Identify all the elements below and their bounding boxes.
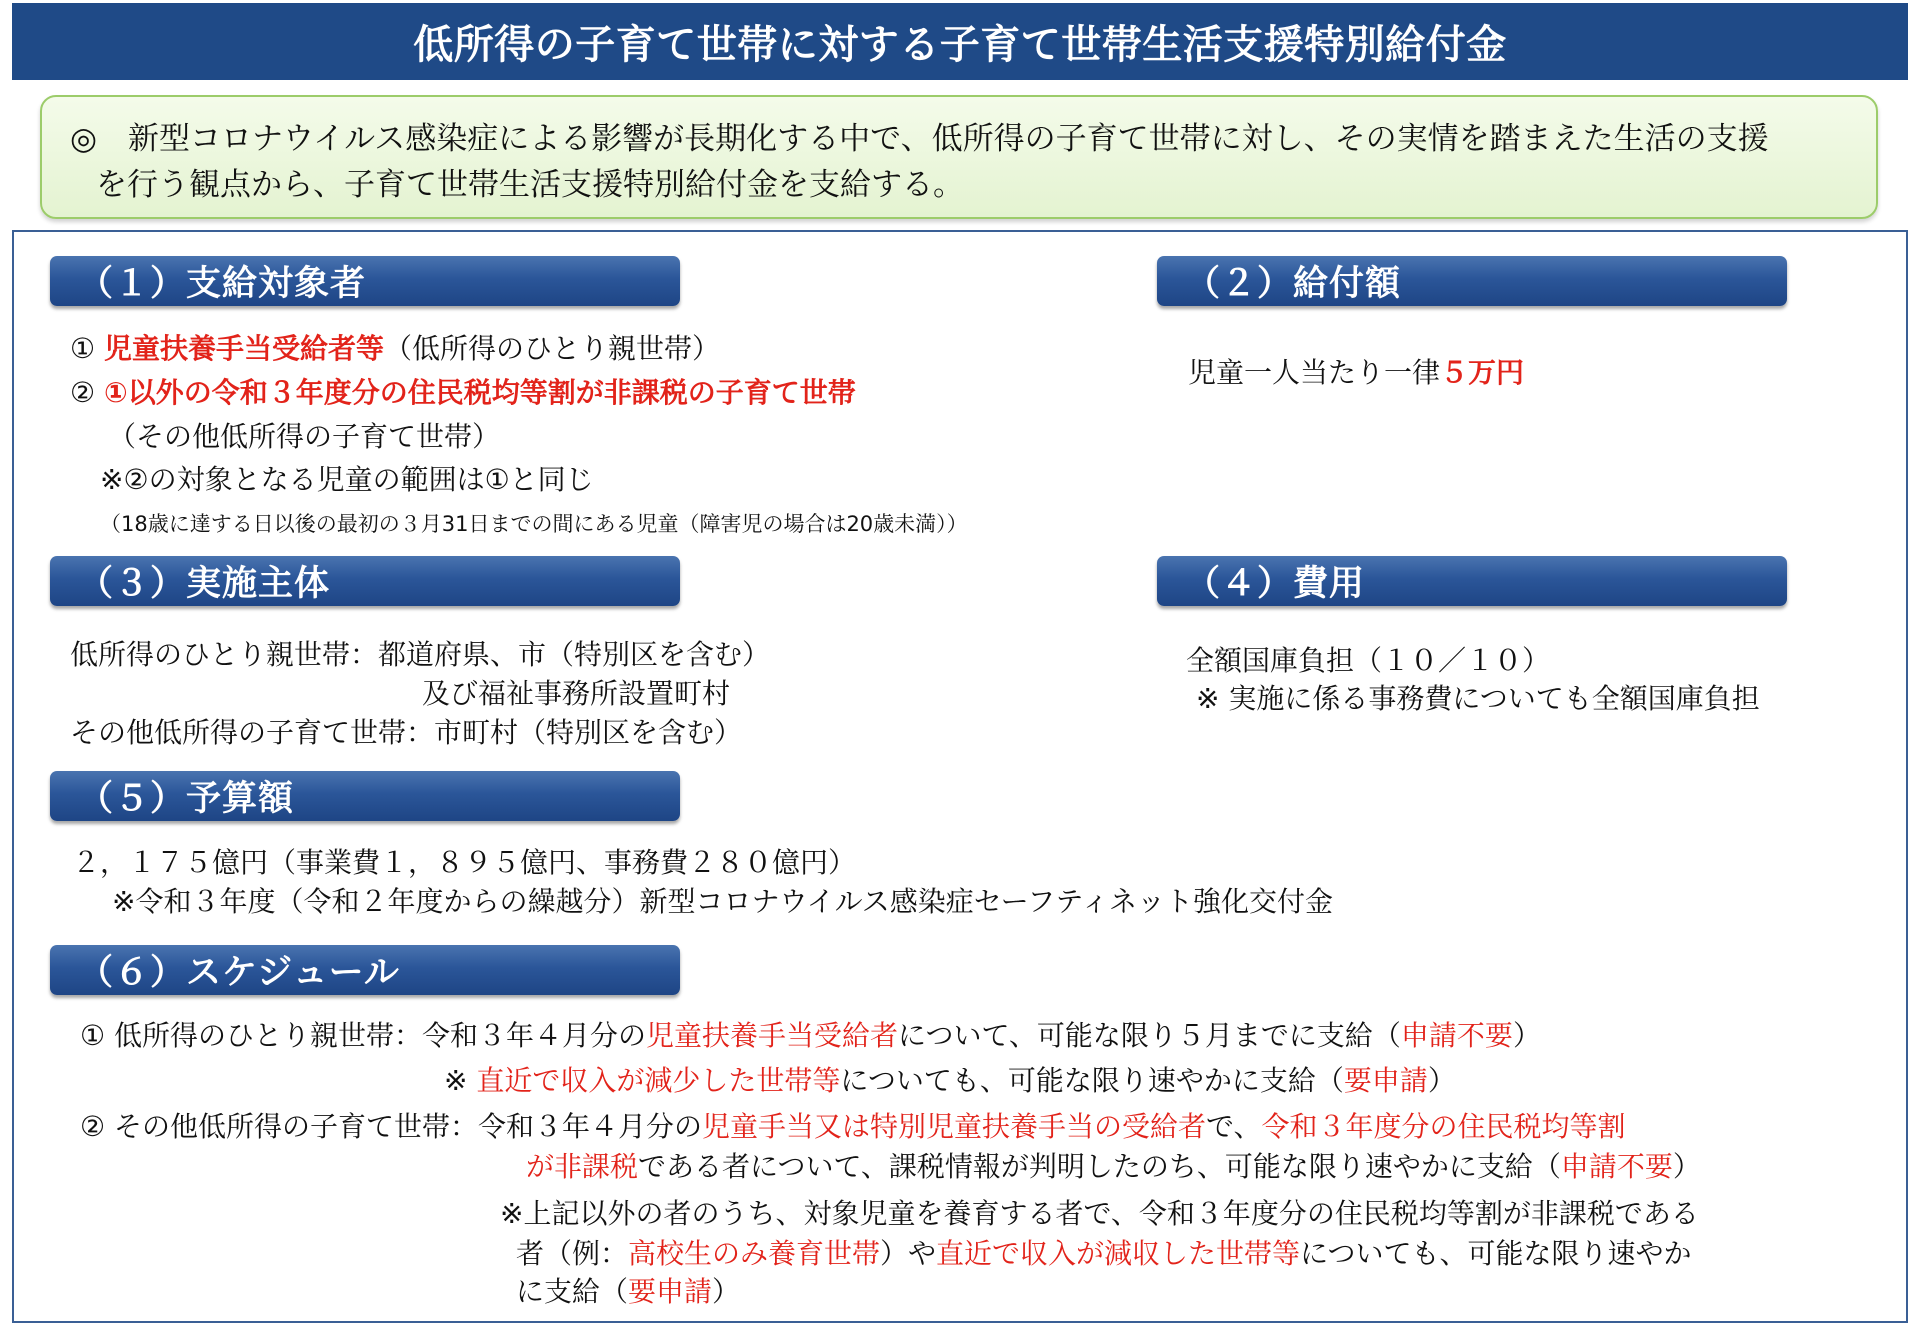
- s1-item-1-highlight: 児童扶養手当受給者等: [104, 332, 385, 365]
- s2-text-label: 児童一人当たり一律: [1188, 356, 1441, 389]
- s6-d3: 申請不要: [1560, 1150, 1673, 1183]
- section-1-title: （１）支給対象者: [78, 264, 367, 304]
- s4-line-2: ※ 実施に係る事務費についても全額国庫負担: [1196, 682, 1760, 715]
- s3-line-2: 及び福祉事務所設置町村: [422, 677, 731, 710]
- s6-f5: についても、可能な限り速やか: [1300, 1237, 1692, 1270]
- s6-f1: 者（例：: [516, 1237, 629, 1270]
- section-2-title: （２）給付額: [1185, 264, 1402, 304]
- s2-amount: ５万円: [1440, 356, 1525, 389]
- s6-line-d: [526, 1145, 1701, 1185]
- s6-a3: について、可能な限り５月までに支給（: [898, 1019, 1401, 1052]
- s6-line-f: [516, 1232, 1692, 1272]
- s2-text: [1188, 351, 1524, 391]
- s1-note-1: ※②の対象となる児童の範囲は①と同じ: [100, 463, 594, 496]
- s3-line-1: 低所得のひとり親世帯：都道府県、市（特別区を含む）: [70, 638, 771, 671]
- summary-line-2: を行う観点から、子育て世帯生活支援特別給付金を支給する。: [96, 167, 964, 203]
- s6-b3: についても、可能な限り速やかに支給（: [840, 1064, 1344, 1097]
- s5-line-1: ２，１７５億円（事業費１，８９５億円、事務費２８０億円）: [72, 846, 857, 879]
- s5-line-2: ※令和３年度（令和２年度からの繰越分）新型コロナウイルス感染症セーフティネット強化交付金: [112, 885, 1334, 918]
- s6-line-b: [444, 1059, 1456, 1099]
- section-5-header: [50, 771, 680, 821]
- s1-item-2-sub: （その他低所得の子育て世帯）: [108, 420, 501, 453]
- s6-a5: ）: [1512, 1019, 1541, 1052]
- section-6-title: （６）スケジュール: [78, 953, 400, 993]
- s6-a2: 児童扶養手当受給者: [646, 1019, 899, 1052]
- s6-g2: 要申請: [628, 1275, 713, 1308]
- s6-c1: ② その他低所得の子育て世帯：令和３年４月分の: [80, 1110, 703, 1143]
- s6-c2: 児童手当又は特別児童扶養手当の受給者: [702, 1110, 1207, 1143]
- s1-item-1-text: （低所得のひとり親世帯）: [384, 332, 721, 365]
- page-title: 低所得の子育て世帯に対する子育て世帯生活支援特別給付金: [413, 22, 1507, 68]
- section-4-header: [1157, 556, 1787, 606]
- section-5-title: （５）予算額: [78, 779, 295, 819]
- s6-a4: 申請不要: [1400, 1019, 1513, 1052]
- summary-box: [40, 95, 1878, 219]
- section-3-title: （３）実施主体: [78, 564, 331, 604]
- summary-line-1: ◎ 新型コロナウイルス感染症による影響が長期化する中で、低所得の子育て世帯に対し、その実情を踏まえた生活の支援: [70, 121, 1769, 157]
- s6-f3: ）や: [880, 1237, 937, 1270]
- s1-item-1: [70, 327, 720, 367]
- s4-line-1: 全額国庫負担（１０／１０）: [1186, 644, 1551, 677]
- s1-item-2-highlight: ①以外の令和３年度分の住民税均等割が非課税の子育て世帯: [104, 376, 856, 409]
- s6-line-g: [516, 1270, 740, 1310]
- section-1-header: [50, 256, 680, 306]
- s6-line-e: ※上記以外の者のうち、対象児童を養育する者で、令和３年度分の住民税均等割が非課税である: [500, 1197, 1699, 1230]
- s1-item-1-number: ①: [70, 332, 96, 365]
- s6-a1: ① 低所得のひとり親世帯：令和３年４月分の: [80, 1019, 647, 1052]
- s6-c4: 令和３年度分の住民税均等割: [1261, 1110, 1626, 1143]
- page-title-bar: [12, 3, 1908, 80]
- section-3-header: [50, 556, 680, 606]
- s6-b4: 要申請: [1343, 1064, 1428, 1097]
- s6-line-c: [80, 1105, 1626, 1145]
- section-4-title: （４）費用: [1185, 564, 1366, 604]
- s6-d1: が非課税: [526, 1150, 639, 1183]
- s6-line-a: [80, 1014, 1541, 1054]
- s6-c3: で、: [1206, 1110, 1262, 1143]
- s6-g3: ）: [712, 1275, 741, 1308]
- section-6-header: [50, 945, 680, 995]
- section-2-header: [1157, 256, 1787, 306]
- s6-d2: である者について、課税情報が判明したのち、可能な限り速やかに支給（: [638, 1150, 1561, 1183]
- s1-item-2-number: ②: [70, 376, 96, 409]
- s1-note-2: （18歳に達する日以後の最初の３月31日までの間にある児童（障害児の場合は20歳未満））: [100, 512, 968, 536]
- s1-item-2: [70, 371, 856, 411]
- s3-line-3: その他低所得の子育て世帯：市町村（特別区を含む）: [70, 716, 743, 749]
- s6-b2: 直近で収入が減少した世帯等: [476, 1064, 841, 1097]
- s6-g1: に支給（: [516, 1275, 629, 1308]
- s6-d4: ）: [1672, 1150, 1701, 1183]
- s6-b1: ※: [444, 1064, 477, 1097]
- s6-b5: ）: [1427, 1064, 1456, 1097]
- s6-f4: 直近で収入が減収した世帯等: [936, 1237, 1301, 1270]
- s6-f2: 高校生のみ養育世帯: [628, 1237, 881, 1270]
